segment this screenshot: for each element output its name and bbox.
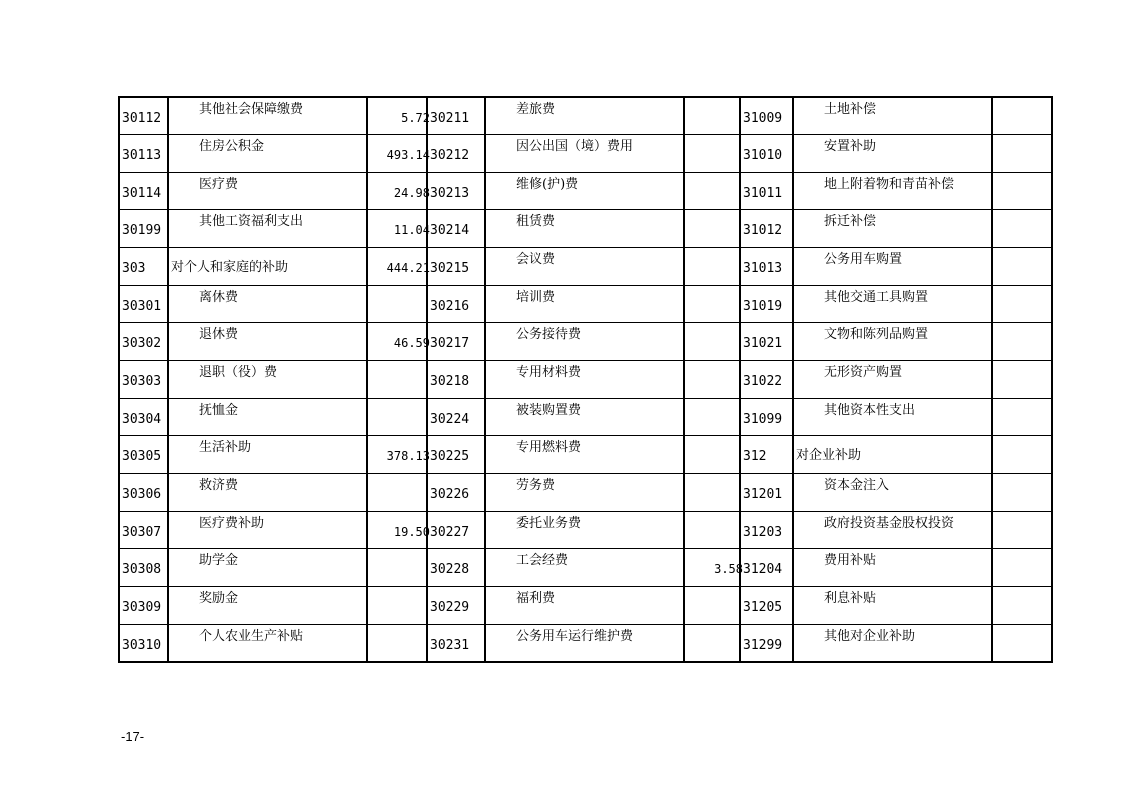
item-name-cell	[168, 248, 367, 286]
amount-cell	[367, 210, 430, 248]
amount-cell	[367, 511, 430, 549]
subject-name: 个人农业生产补贴	[199, 628, 304, 644]
budget-expenditure-table	[118, 96, 1053, 663]
page-number: -17-	[121, 729, 145, 744]
subject-code: 31203	[743, 524, 783, 540]
subject-code: 30225	[430, 449, 470, 465]
subject-name: 专用材料费	[516, 365, 582, 381]
subject-name: 退休费	[199, 327, 239, 343]
code-cell	[740, 624, 793, 662]
code-cell	[740, 210, 793, 248]
table-row	[119, 172, 1052, 210]
code-cell	[427, 474, 485, 512]
code-cell	[740, 248, 793, 286]
item-name-cell	[485, 248, 684, 286]
amount-cell	[367, 285, 427, 323]
amount-value: 444.21	[386, 261, 430, 276]
amount-cell	[684, 323, 740, 361]
subject-code: 30229	[430, 600, 470, 616]
amount-cell	[684, 361, 740, 399]
item-name-cell	[485, 511, 684, 549]
code-cell	[740, 135, 793, 173]
table-row	[119, 323, 1052, 361]
item-name-cell	[485, 474, 684, 512]
subject-name: 福利费	[516, 591, 556, 607]
subject-code: 31299	[743, 637, 783, 653]
item-name-cell	[485, 549, 684, 587]
subject-code: 30228	[430, 562, 470, 578]
amount-cell	[684, 511, 740, 549]
amount-value: 378.13	[386, 449, 430, 464]
amount-cell	[992, 248, 1052, 286]
amount-cell	[684, 587, 740, 625]
code-cell	[119, 285, 168, 323]
code-cell	[427, 210, 485, 248]
amount-cell	[992, 398, 1052, 436]
item-name-cell	[485, 172, 684, 210]
code-cell	[427, 549, 485, 587]
amount-cell	[992, 587, 1052, 625]
amount-cell	[992, 135, 1052, 173]
item-name-cell	[793, 474, 992, 512]
item-name-cell	[168, 624, 367, 662]
code-cell	[119, 135, 168, 173]
item-name-cell	[168, 135, 367, 173]
subject-code: 30301	[122, 298, 162, 314]
subject-code: 31012	[743, 223, 783, 239]
item-name-cell	[485, 361, 684, 399]
subject-code: 31009	[743, 111, 783, 126]
item-name-cell	[168, 210, 367, 248]
code-cell	[740, 398, 793, 436]
item-name-cell	[485, 587, 684, 625]
subject-name: 安置补助	[824, 139, 877, 155]
subject-code: 303	[122, 261, 146, 277]
code-cell	[427, 361, 485, 399]
amount-cell	[992, 97, 1052, 135]
subject-code: 30217	[430, 336, 470, 352]
subject-name: 资本金注入	[824, 478, 890, 494]
item-name-cell	[168, 285, 367, 323]
subject-name: 因公出国（境）费用	[516, 139, 634, 155]
amount-cell	[992, 474, 1052, 512]
subject-name: 地上附着物和青苗补偿	[824, 176, 955, 192]
item-name-cell	[793, 587, 992, 625]
item-name-cell	[168, 474, 367, 512]
item-name-cell	[793, 624, 992, 662]
code-cell	[119, 587, 168, 625]
amount-cell	[684, 172, 740, 210]
code-cell	[119, 323, 168, 361]
amount-value: 5.72	[401, 111, 430, 125]
table-row	[119, 436, 1052, 474]
amount-cell	[367, 323, 430, 361]
code-cell	[740, 587, 793, 625]
code-cell	[740, 511, 793, 549]
amount-cell	[367, 549, 427, 587]
amount-cell	[684, 285, 740, 323]
code-cell	[740, 549, 793, 587]
amount-cell	[367, 172, 430, 210]
amount-cell	[367, 436, 430, 474]
item-name-cell	[485, 210, 684, 248]
subject-name: 离休费	[199, 289, 239, 305]
item-name-cell	[168, 436, 367, 474]
item-name-cell	[485, 97, 684, 135]
table-body	[119, 97, 1052, 662]
amount-value: 24.98	[393, 185, 430, 200]
subject-name: 专用燃料费	[516, 440, 582, 456]
code-cell	[427, 624, 485, 662]
subject-code: 30308	[122, 562, 162, 578]
subject-code: 312	[743, 449, 767, 465]
code-cell	[740, 474, 793, 512]
subject-code: 30114	[122, 185, 162, 201]
item-name-cell	[793, 135, 992, 173]
code-cell	[427, 436, 485, 474]
subject-code: 30112	[122, 111, 162, 126]
subject-code: 30231	[430, 637, 470, 653]
subject-name: 住房公积金	[199, 139, 265, 155]
subject-code: 30304	[122, 411, 162, 427]
code-cell	[119, 97, 168, 135]
item-name-cell	[168, 587, 367, 625]
code-cell	[119, 210, 168, 248]
subject-code: 31019	[743, 298, 783, 314]
amount-cell	[367, 474, 427, 512]
subject-name: 工会经费	[516, 553, 569, 569]
amount-cell	[992, 436, 1052, 474]
item-name-cell	[793, 549, 992, 587]
subject-name: 对企业补助	[796, 448, 862, 464]
item-name-cell	[793, 398, 992, 436]
subject-code: 31021	[743, 336, 783, 352]
item-name-cell	[485, 436, 684, 474]
subject-name: 利息补贴	[824, 591, 877, 607]
subject-name: 其他资本性支出	[824, 402, 916, 418]
table-row	[119, 135, 1052, 173]
code-cell	[427, 97, 485, 135]
subject-code: 30306	[122, 487, 162, 503]
amount-cell	[992, 624, 1052, 662]
amount-cell	[367, 97, 430, 135]
subject-name: 救济费	[199, 478, 239, 494]
amount-cell	[684, 624, 740, 662]
table-row	[119, 248, 1052, 286]
subject-code: 31022	[743, 374, 783, 390]
item-name-cell	[793, 210, 992, 248]
code-cell	[740, 323, 793, 361]
item-name-cell	[793, 511, 992, 549]
item-name-cell	[485, 624, 684, 662]
code-cell	[427, 587, 485, 625]
subject-code: 31011	[743, 185, 783, 201]
amount-cell	[684, 398, 740, 436]
subject-name: 劳务费	[516, 478, 556, 494]
subject-name: 土地补偿	[824, 102, 877, 117]
subject-name: 费用补贴	[824, 553, 877, 569]
table-row	[119, 474, 1052, 512]
subject-code: 30307	[122, 524, 162, 540]
code-cell	[119, 398, 168, 436]
subject-code: 30215	[430, 261, 470, 277]
table-row	[119, 210, 1052, 248]
item-name-cell	[168, 323, 367, 361]
code-cell	[119, 361, 168, 399]
item-name-cell	[793, 323, 992, 361]
amount-cell	[992, 285, 1052, 323]
subject-code: 31013	[743, 261, 783, 277]
code-cell	[427, 135, 485, 173]
subject-name: 拆迁补偿	[824, 214, 877, 230]
subject-name: 文物和陈列品购置	[824, 327, 929, 343]
subject-name: 委托业务费	[516, 515, 582, 531]
subject-code: 31201	[743, 487, 783, 503]
item-name-cell	[793, 172, 992, 210]
amount-value: 493.14	[386, 148, 430, 163]
item-name-cell	[168, 361, 367, 399]
item-name-cell	[168, 398, 367, 436]
code-cell	[427, 323, 485, 361]
item-name-cell	[793, 97, 992, 135]
table-row	[119, 285, 1052, 323]
subject-code: 30310	[122, 637, 162, 653]
subject-code: 31205	[743, 600, 783, 616]
amount-value: 3.58	[714, 562, 743, 577]
amount-cell	[684, 97, 740, 135]
subject-code: 30224	[430, 411, 470, 427]
amount-cell	[367, 135, 430, 173]
subject-name: 公务用车购置	[824, 252, 903, 268]
subject-code: 30305	[122, 449, 162, 465]
amount-cell	[992, 361, 1052, 399]
table-row	[119, 361, 1052, 399]
code-cell	[427, 285, 485, 323]
amount-cell	[992, 210, 1052, 248]
subject-code: 30199	[122, 223, 162, 239]
subject-code: 30218	[430, 374, 470, 390]
subject-code: 31099	[743, 411, 783, 427]
table-row	[119, 549, 1052, 587]
subject-name: 其他社会保障缴费	[199, 102, 304, 117]
item-name-cell	[793, 436, 992, 474]
subject-name: 助学金	[199, 553, 239, 569]
subject-code: 31010	[743, 148, 783, 164]
item-name-cell	[793, 361, 992, 399]
amount-cell	[684, 436, 740, 474]
table-row	[119, 398, 1052, 436]
code-cell	[119, 511, 168, 549]
subject-name: 医疗费	[199, 176, 239, 192]
code-cell	[427, 398, 485, 436]
item-name-cell	[485, 135, 684, 173]
amount-cell	[684, 135, 740, 173]
code-cell	[119, 474, 168, 512]
subject-name: 被装购置费	[516, 402, 582, 418]
subject-code: 30216	[430, 298, 470, 314]
subject-name: 差旅费	[516, 102, 556, 117]
item-name-cell	[168, 549, 367, 587]
table-row	[119, 511, 1052, 549]
subject-name: 其他对企业补助	[824, 628, 916, 644]
subject-code: 30227	[430, 524, 470, 540]
table-row	[119, 587, 1052, 625]
subject-code: 30214	[430, 223, 470, 239]
amount-cell	[992, 323, 1052, 361]
subject-code: 30303	[122, 374, 162, 390]
subject-name: 租赁费	[516, 214, 556, 230]
code-cell	[427, 511, 485, 549]
code-cell	[740, 97, 793, 135]
amount-cell	[367, 248, 430, 286]
subject-name: 培训费	[516, 289, 556, 305]
amount-cell	[367, 398, 427, 436]
code-cell	[119, 436, 168, 474]
table-row	[119, 97, 1052, 135]
code-cell	[427, 248, 485, 286]
subject-name: 奖励金	[199, 591, 239, 607]
item-name-cell	[793, 248, 992, 286]
subject-code: 30309	[122, 600, 162, 616]
code-cell	[740, 361, 793, 399]
code-cell	[119, 549, 168, 587]
subject-name: 抚恤金	[199, 402, 239, 418]
item-name-cell	[168, 172, 367, 210]
amount-cell	[992, 549, 1052, 587]
code-cell	[740, 285, 793, 323]
subject-name: 退职（役）费	[199, 365, 278, 381]
subject-name: 无形资产购置	[824, 365, 903, 381]
amount-cell	[992, 511, 1052, 549]
item-name-cell	[793, 285, 992, 323]
subject-code: 30213	[430, 185, 470, 201]
amount-cell	[684, 549, 743, 587]
amount-cell	[367, 361, 427, 399]
item-name-cell	[485, 323, 684, 361]
subject-name: 维修(护)费	[516, 176, 579, 192]
amount-cell	[684, 248, 740, 286]
item-name-cell	[485, 398, 684, 436]
code-cell	[119, 248, 168, 286]
subject-name: 生活补助	[199, 440, 252, 456]
subject-code: 30226	[430, 487, 470, 503]
amount-value: 19.50	[393, 524, 430, 539]
amount-cell	[684, 474, 740, 512]
code-cell	[740, 172, 793, 210]
amount-cell	[367, 624, 427, 662]
code-cell	[427, 172, 485, 210]
subject-name: 其他工资福利支出	[199, 214, 304, 230]
table-row	[119, 624, 1052, 662]
subject-name: 其他交通工具购置	[824, 289, 929, 305]
subject-name: 公务接待费	[516, 327, 582, 343]
subject-code: 30302	[122, 336, 162, 352]
code-cell	[740, 436, 793, 474]
subject-code: 30113	[122, 148, 162, 164]
amount-cell	[367, 587, 427, 625]
subject-code: 30212	[430, 148, 470, 164]
subject-code: 30211	[430, 111, 470, 126]
amount-cell	[992, 172, 1052, 210]
subject-name: 医疗费补助	[199, 515, 265, 531]
code-cell	[119, 172, 168, 210]
subject-name: 对个人和家庭的补助	[171, 260, 289, 276]
amount-cell	[684, 210, 740, 248]
amount-value: 46.59	[393, 336, 430, 351]
amount-value: 11.04	[393, 223, 430, 238]
subject-code: 31204	[743, 562, 783, 578]
item-name-cell	[168, 511, 367, 549]
subject-name: 政府投资基金股权投资	[824, 515, 955, 531]
subject-name: 会议费	[516, 252, 556, 268]
subject-name: 公务用车运行维护费	[516, 628, 634, 644]
code-cell	[119, 624, 168, 662]
item-name-cell	[168, 97, 367, 135]
item-name-cell	[485, 285, 684, 323]
